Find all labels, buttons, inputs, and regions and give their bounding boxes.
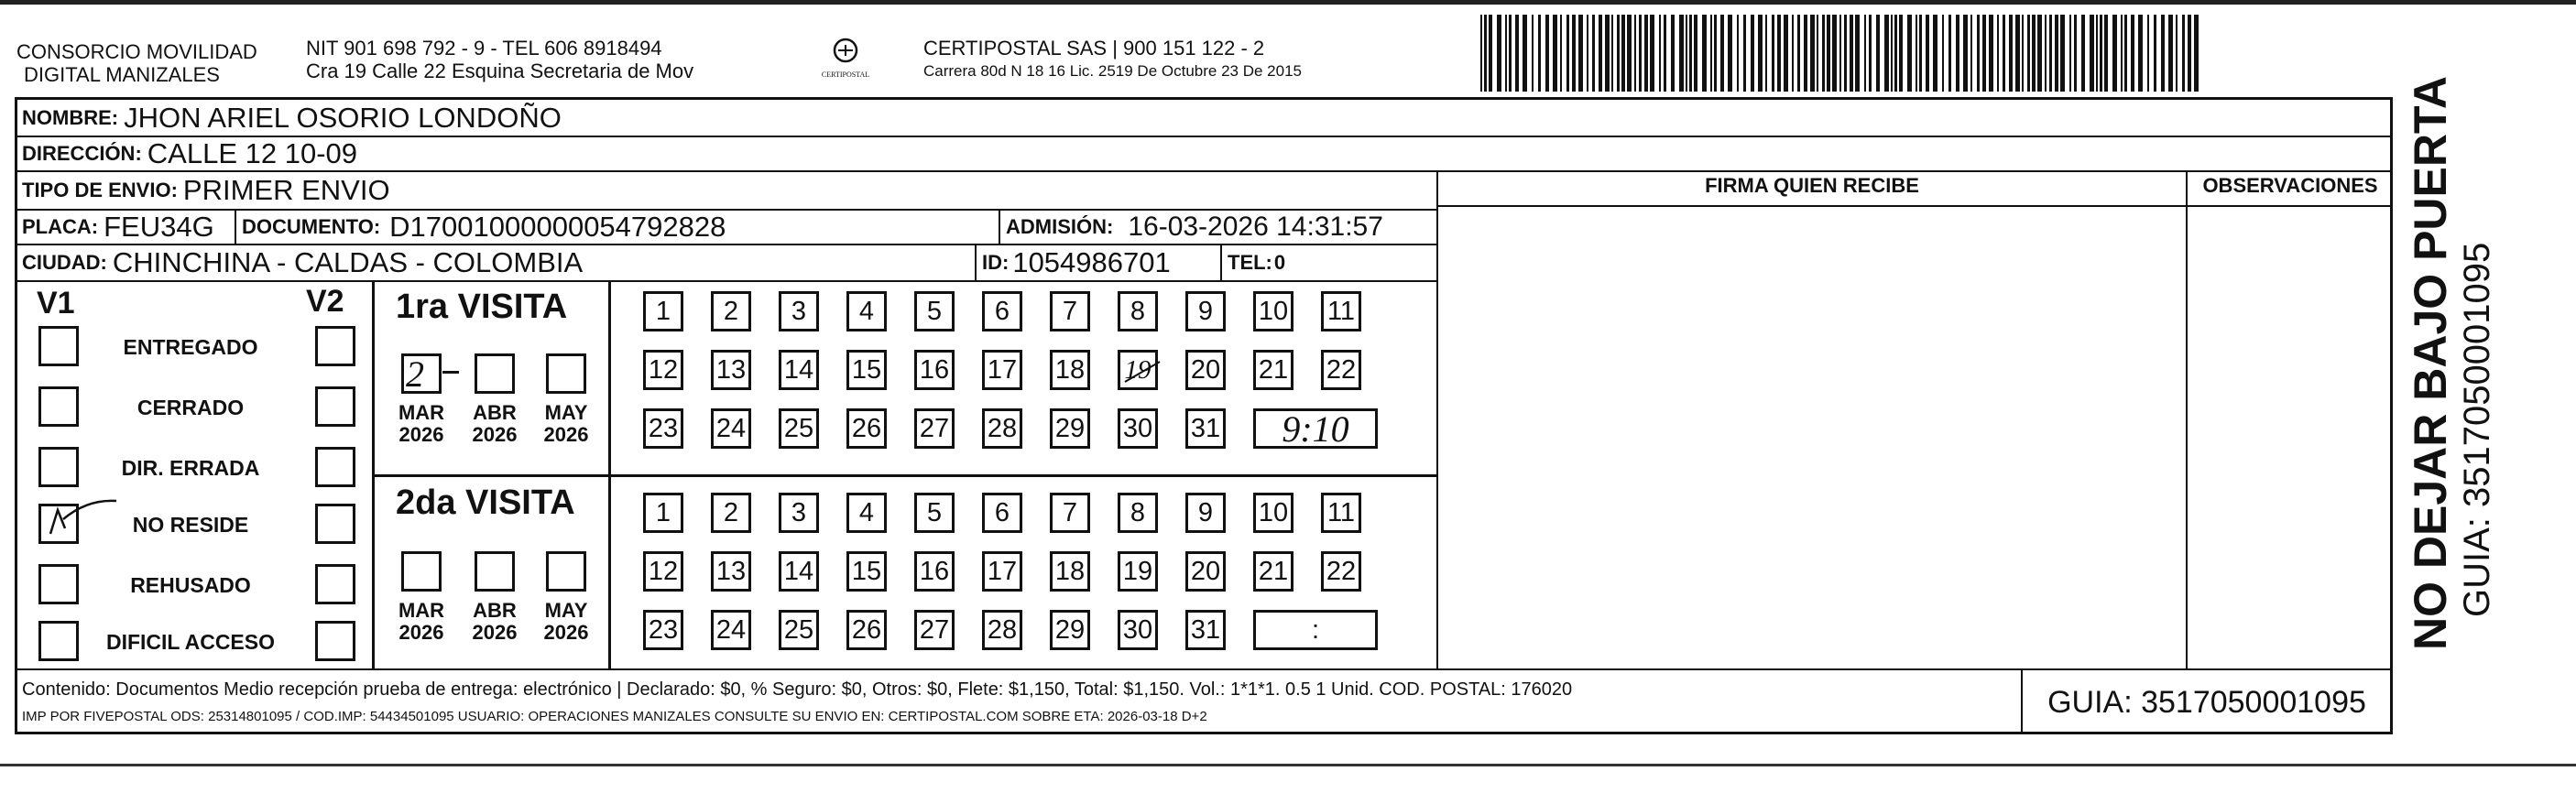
barcode-bar <box>1702 15 1707 92</box>
visit1-title: 1ra VISITA <box>396 288 568 326</box>
barcode-bar <box>1737 15 1739 92</box>
barcode-bar <box>1827 15 1830 92</box>
logo-text: CERTIPOSTAL <box>821 71 870 79</box>
documento-cell <box>242 210 726 244</box>
admision-label: ADMISIÓN: <box>1006 214 1114 238</box>
barcode-bar <box>1765 15 1767 92</box>
barcode-bar <box>1664 15 1666 92</box>
barcode-bar <box>1804 15 1807 92</box>
contenido-text: Contenido: Documentos Medio recepción prueba de entrega: electrónico | Declarado: $0, % Seguro: $0, Otros: $0, Flete: $1,150, Total: $1,150. Vol.: 1*1*1. 0.5 1 Unid. COD. POSTAL: 176020 <box>22 679 1573 700</box>
visit2-title: 2da VISITA <box>396 483 575 522</box>
v1-label: V1 <box>37 286 75 320</box>
barcode-bar <box>1977 15 1980 92</box>
day-box[interactable]: 20 <box>1185 350 1226 390</box>
barcode-bar <box>1817 15 1818 92</box>
side-text <box>2404 64 2569 650</box>
barcode-bar <box>1650 15 1654 92</box>
barcode-bar <box>1484 15 1487 92</box>
barcode-bar <box>1523 15 1527 92</box>
direccion-label: DIRECCIÓN: <box>22 141 142 165</box>
barcode-bar <box>1714 15 1717 92</box>
v1-checkbox[interactable] <box>38 447 79 487</box>
year-label: 2026 <box>543 621 589 644</box>
barcode-bar <box>1480 15 1482 92</box>
barcode-bar <box>2188 15 2191 92</box>
carrier-line2: Carrera 80d N 18 16 Lic. 2519 De Octubre 23 De 2015 <box>923 62 1302 80</box>
placa-cell <box>22 210 214 244</box>
nombre-row <box>22 101 562 136</box>
barcode-bar <box>1792 15 1794 92</box>
tipo-label: TIPO DE ENVIO: <box>22 179 178 201</box>
nombre-value: JHON ARIEL OSORIO LONDOÑO <box>124 102 562 134</box>
barcode-bar <box>1876 15 1880 92</box>
day-box[interactable]: 16 <box>914 551 955 592</box>
year-label: 2026 <box>543 423 589 446</box>
barcode-bar <box>1884 15 1889 92</box>
id-value: 1054986701 <box>1012 245 1171 278</box>
barcode-bar <box>2096 15 2098 92</box>
barcode-bar <box>2045 15 2047 92</box>
barcode-bar <box>1572 15 1576 92</box>
admision-cell <box>1006 210 1383 244</box>
barcode-bar <box>2069 15 2071 92</box>
day-box[interactable]: 2 <box>711 291 751 331</box>
firma-header: FIRMA QUIEN RECIBE <box>1705 174 1919 197</box>
barcode-bar <box>2027 15 2030 92</box>
day-box[interactable]: 3 <box>779 493 819 533</box>
barcode-bar <box>1497 15 1501 92</box>
day-box[interactable]: 30 <box>1118 408 1158 449</box>
day-box[interactable]: 24 <box>711 610 751 650</box>
barcode-bar <box>1553 15 1557 92</box>
direccion-value: CALLE 12 10-09 <box>147 136 357 169</box>
day-box[interactable]: 15 <box>846 350 887 390</box>
guia-box: GUIA: 3517050001095 <box>2047 684 2366 720</box>
day-box[interactable]: 22 <box>1321 350 1361 390</box>
barcode-bar <box>1891 15 1893 92</box>
barcode-bar <box>1797 15 1800 92</box>
barcode-bar <box>1644 15 1648 92</box>
day-box[interactable]: 26 <box>846 610 887 650</box>
day-box[interactable]: 10 <box>1253 493 1293 533</box>
barcode-bar <box>1899 15 1903 92</box>
barcode-bar <box>1743 15 1746 92</box>
barcode-bar <box>1839 15 1841 92</box>
v2-checkbox[interactable] <box>315 326 355 366</box>
barcode-bar <box>1864 15 1866 92</box>
month-label: MAR <box>398 599 445 622</box>
barcode-bar <box>1844 15 1847 92</box>
barcode-bar <box>2049 15 2052 92</box>
barcode-bar <box>1751 15 1754 92</box>
day-box[interactable]: 7 <box>1050 493 1090 533</box>
barcode-bar <box>1505 15 1507 92</box>
barcode-bar <box>1777 15 1781 92</box>
v2-label: V2 <box>306 284 344 319</box>
side-guia-text: GUIA: 3517050001095 <box>2457 242 2497 617</box>
day-box[interactable]: 31 <box>1185 610 1226 650</box>
barcode-bar <box>1621 15 1625 92</box>
barcode-bar <box>1560 15 1562 92</box>
barcode-bar <box>2090 15 2094 92</box>
barcode-bar <box>1948 15 1951 92</box>
day-box[interactable]: 1 <box>643 493 683 533</box>
certipostal-logo <box>804 37 887 82</box>
tel-cell <box>1228 244 1285 280</box>
barcode-bar <box>2121 15 2123 92</box>
v1-checkbox[interactable] <box>38 504 79 544</box>
barcode-bar <box>1611 15 1613 92</box>
v1-checkbox[interactable] <box>38 621 79 661</box>
barcode-bar <box>2112 15 2117 92</box>
barcode-bar <box>1907 15 1912 92</box>
barcode-bar <box>2194 15 2199 92</box>
month-label: MAR <box>398 401 445 424</box>
status-label: DIFICIL ACCESO <box>105 630 275 654</box>
firma-area[interactable] <box>1438 207 2186 668</box>
day-box[interactable]: 7 <box>1050 291 1090 331</box>
v2-checkbox[interactable] <box>315 504 355 544</box>
day-box[interactable]: 9 <box>1185 493 1226 533</box>
day-box[interactable]: 19 <box>1118 551 1158 592</box>
day-box[interactable]: 25 <box>779 610 819 650</box>
documento-value: D17001000000054792828 <box>389 210 726 243</box>
status-label: CERRADO <box>136 396 245 419</box>
v2-checkbox[interactable] <box>315 564 355 604</box>
barcode-bar <box>1509 15 1512 92</box>
day-box[interactable]: 12 <box>643 551 683 592</box>
handwritten-month: 2 <box>406 353 424 395</box>
col-line <box>1220 244 1222 280</box>
barcode-bar <box>2176 15 2178 92</box>
day-box[interactable] <box>1118 350 1158 390</box>
status-label: REHUSADO <box>130 573 251 597</box>
barcode-bar <box>1963 15 1968 92</box>
company-line1: CONSORCIO MOVILIDAD <box>16 40 257 63</box>
barcode-bar <box>2138 15 2143 92</box>
day-box[interactable]: 23 <box>643 610 683 650</box>
company-contact <box>306 37 782 82</box>
time-box[interactable]: : <box>1253 610 1378 650</box>
v2-checkbox[interactable] <box>315 386 355 427</box>
barcode-bar <box>1919 15 1922 92</box>
barcode-bar <box>1784 15 1788 92</box>
day-box[interactable]: 6 <box>982 493 1022 533</box>
day-box[interactable]: 13 <box>711 350 751 390</box>
barcode-bar <box>1634 15 1636 92</box>
month-checkbox[interactable] <box>546 353 586 394</box>
status-label: DIR. ERRADA <box>121 456 260 480</box>
dash-mark <box>442 371 459 374</box>
day-box[interactable]: 12 <box>643 350 683 390</box>
v2-checkbox[interactable] <box>315 447 355 487</box>
barcode-bar <box>1869 15 1872 92</box>
day-box[interactable]: 25 <box>779 408 819 449</box>
day-box[interactable]: 14 <box>779 350 819 390</box>
barcode-bar <box>1728 15 1732 92</box>
day-box[interactable]: 28 <box>982 408 1022 449</box>
company-line2: DIGITAL MANIZALES <box>24 63 220 86</box>
observaciones-header: OBSERVACIONES <box>2202 174 2378 197</box>
barcode-bar <box>1538 15 1541 92</box>
barcode-bar <box>1933 15 1937 92</box>
day-box[interactable]: 8 <box>1118 291 1158 331</box>
day-box[interactable]: 10 <box>1253 291 1293 331</box>
day-box[interactable]: 4 <box>846 291 887 331</box>
barcode-bar <box>2161 15 2165 92</box>
month-checkbox[interactable] <box>546 551 586 592</box>
barcode-bar <box>2131 15 2134 92</box>
tipo-row <box>22 172 390 209</box>
barcode-bar <box>1689 15 1692 92</box>
time-box[interactable]: 9:10 <box>1253 408 1378 449</box>
day-box[interactable]: 31 <box>1185 408 1226 449</box>
barcode-bar <box>1772 15 1774 92</box>
year-label: 2026 <box>398 621 444 644</box>
barcode-bar <box>1566 15 1569 92</box>
barcode-bar <box>1627 15 1632 92</box>
barcode-bar <box>2074 15 2077 92</box>
barcode <box>1480 15 2204 92</box>
day-box[interactable]: 5 <box>914 291 955 331</box>
day-box[interactable]: 30 <box>1118 610 1158 650</box>
day-box[interactable]: 24 <box>711 408 751 449</box>
crossed-day: 19 <box>1124 354 1152 385</box>
barcode-bar <box>2168 15 2173 92</box>
barcode-bar <box>1832 15 1837 92</box>
month-checkbox[interactable] <box>475 353 515 394</box>
barcode-bar <box>1894 15 1897 92</box>
day-box[interactable]: 13 <box>711 551 751 592</box>
barcode-bar <box>1599 15 1602 92</box>
v1-checkbox[interactable] <box>38 326 79 366</box>
barcode-bar <box>1822 15 1825 92</box>
day-box[interactable]: 11 <box>1321 493 1361 533</box>
day-box[interactable]: 17 <box>982 350 1022 390</box>
barcode-bar <box>1850 15 1853 92</box>
row-line <box>15 136 2393 137</box>
carrier-line1: CERTIPOSTAL SAS | 900 151 122 - 2 <box>923 37 1265 60</box>
ciudad-cell <box>22 244 583 280</box>
day-box[interactable]: 18 <box>1050 551 1090 592</box>
col-line <box>235 209 236 244</box>
ciudad-value: CHINCHINA - CALDAS - COLOMBIA <box>112 245 584 278</box>
month-label: MAY <box>544 599 588 622</box>
day-box[interactable]: 29 <box>1050 610 1090 650</box>
direccion-row <box>22 136 357 170</box>
status-label: ENTREGADO <box>123 335 258 359</box>
ciudad-label: CIUDAD: <box>22 250 107 274</box>
barcode-bar <box>2032 15 2036 92</box>
barcode-bar <box>2022 15 2024 92</box>
barcode-bar <box>1916 15 1917 92</box>
day-box[interactable]: 8 <box>1118 493 1158 533</box>
barcode-bar <box>2100 15 2102 92</box>
barcode-bar <box>2055 15 2058 92</box>
observaciones-area[interactable] <box>2188 207 2393 668</box>
month-label: MAY <box>544 401 588 424</box>
placa-label: PLACA: <box>22 214 99 238</box>
company-name <box>16 40 300 86</box>
v2-checkbox[interactable] <box>315 621 355 661</box>
barcode-bar <box>1587 15 1588 92</box>
bottom-edge <box>0 764 2576 766</box>
documento-label: DOCUMENTO: <box>242 214 381 238</box>
day-box[interactable]: 3 <box>779 291 819 331</box>
day-box[interactable]: 2 <box>711 493 751 533</box>
barcode-bar <box>1639 15 1642 92</box>
barcode-bar <box>1679 15 1684 92</box>
visit-separator <box>372 474 1436 477</box>
day-box[interactable]: 21 <box>1253 551 1293 592</box>
id-cell <box>982 244 1171 280</box>
day-box[interactable]: 11 <box>1321 291 1361 331</box>
month-checkbox[interactable] <box>401 551 442 592</box>
barcode-bar <box>1855 15 1860 92</box>
barcode-bar <box>1671 15 1675 92</box>
barcode-bar <box>2009 15 2013 92</box>
barcode-bar <box>1982 15 1986 92</box>
barcode-bar <box>1810 15 1815 92</box>
barcode-bar <box>1997 15 1999 92</box>
v1-checkbox[interactable] <box>38 386 79 427</box>
id-label: ID: <box>982 250 1010 274</box>
day-box[interactable]: 21 <box>1253 350 1293 390</box>
day-box[interactable]: 9 <box>1185 291 1226 331</box>
tipo-value: PRIMER ENVIO <box>182 174 390 206</box>
barcode-bar <box>1578 15 1583 92</box>
top-edge <box>0 0 2576 5</box>
barcode-bar <box>1956 15 1959 92</box>
barcode-bar <box>1710 15 1712 92</box>
barcode-bar <box>1617 15 1620 92</box>
day-box[interactable]: 4 <box>846 493 887 533</box>
month-checkbox[interactable] <box>475 551 515 592</box>
barcode-bar <box>1720 15 1724 92</box>
year-label: 2026 <box>472 621 518 644</box>
day-box[interactable]: 22 <box>1321 551 1361 592</box>
barcode-bar <box>1942 15 1944 92</box>
day-box[interactable]: 16 <box>914 350 955 390</box>
logo-icon <box>827 37 864 66</box>
barcode-bar <box>1659 15 1661 92</box>
day-box[interactable]: 18 <box>1050 350 1090 390</box>
barcode-bar <box>1970 15 1972 92</box>
col-line <box>999 209 1000 244</box>
month-label: ABR <box>473 401 517 424</box>
day-box[interactable]: 26 <box>846 408 887 449</box>
status-label: NO RESIDE <box>132 513 249 537</box>
day-box[interactable]: 5 <box>914 493 955 533</box>
day-box[interactable]: 6 <box>982 291 1022 331</box>
barcode-bar <box>2182 15 2185 92</box>
tel-value: 0 <box>1273 250 1286 274</box>
barcode-bar <box>2104 15 2108 92</box>
day-box[interactable]: 17 <box>982 551 1022 592</box>
imp-text: IMP POR FIVEPOSTAL ODS: 25314801095 / COD.IMP: 54434501095 USUARIO: OPERACIONES MANIZALES CONSULTE SU ENVIO EN: CERTIPOSTAL.COM SOBRE ETA: 2026-03-18 D+2 <box>22 709 1207 724</box>
barcode-bar <box>1532 15 1534 92</box>
day-box[interactable]: 28 <box>982 610 1022 650</box>
col-line <box>975 244 977 280</box>
no-dejar-text: NO DEJAR BAJO PUERTA <box>2405 76 2456 650</box>
year-label: 2026 <box>398 423 444 446</box>
nit-line: NIT 901 698 792 - 9 - TEL 606 8918494 <box>306 37 662 60</box>
day-box[interactable]: 15 <box>846 551 887 592</box>
barcode-bar <box>2003 15 2005 92</box>
barcode-bar <box>2124 15 2127 92</box>
address-line: Cra 19 Calle 22 Esquina Secretaria de Mov <box>306 60 694 82</box>
v1-checkbox[interactable] <box>38 564 79 604</box>
barcode-bar <box>1989 15 1993 92</box>
day-box[interactable]: 27 <box>914 610 955 650</box>
placa-value: FEU34G <box>104 210 214 243</box>
barcode-bar <box>1515 15 1519 92</box>
barcode-bar <box>1926 15 1929 92</box>
barcode-bar <box>2015 15 2020 92</box>
barcode-bar <box>1758 15 1763 92</box>
month-checkbox[interactable] <box>401 353 442 394</box>
barcode-bar <box>2081 15 2085 92</box>
row-line <box>15 280 1438 282</box>
day-box[interactable]: 14 <box>779 551 819 592</box>
nombre-label: NOMBRE: <box>22 106 119 129</box>
day-box[interactable]: 23 <box>643 408 683 449</box>
barcode-bar <box>2154 15 2156 92</box>
day-box[interactable]: 27 <box>914 408 955 449</box>
barcode-bar <box>2060 15 2065 92</box>
barcode-bar <box>1545 15 1549 92</box>
year-label: 2026 <box>472 423 518 446</box>
barcode-bar <box>2037 15 2042 92</box>
barcode-bar <box>2147 15 2149 92</box>
barcode-bar <box>1686 15 1687 92</box>
day-box[interactable]: 20 <box>1185 551 1226 592</box>
month-label: ABR <box>473 599 517 622</box>
admision-value: 16-03-2026 14:31:57 <box>1128 211 1383 242</box>
tel-label: TEL: <box>1228 250 1272 274</box>
barcode-bar <box>1694 15 1697 92</box>
carrier-info <box>923 37 1436 82</box>
day-box[interactable]: 1 <box>643 291 683 331</box>
barcode-bar <box>1592 15 1595 92</box>
day-box[interactable]: 29 <box>1050 408 1090 449</box>
barcode-bar <box>1605 15 1610 92</box>
barcode-bar <box>1489 15 1492 92</box>
